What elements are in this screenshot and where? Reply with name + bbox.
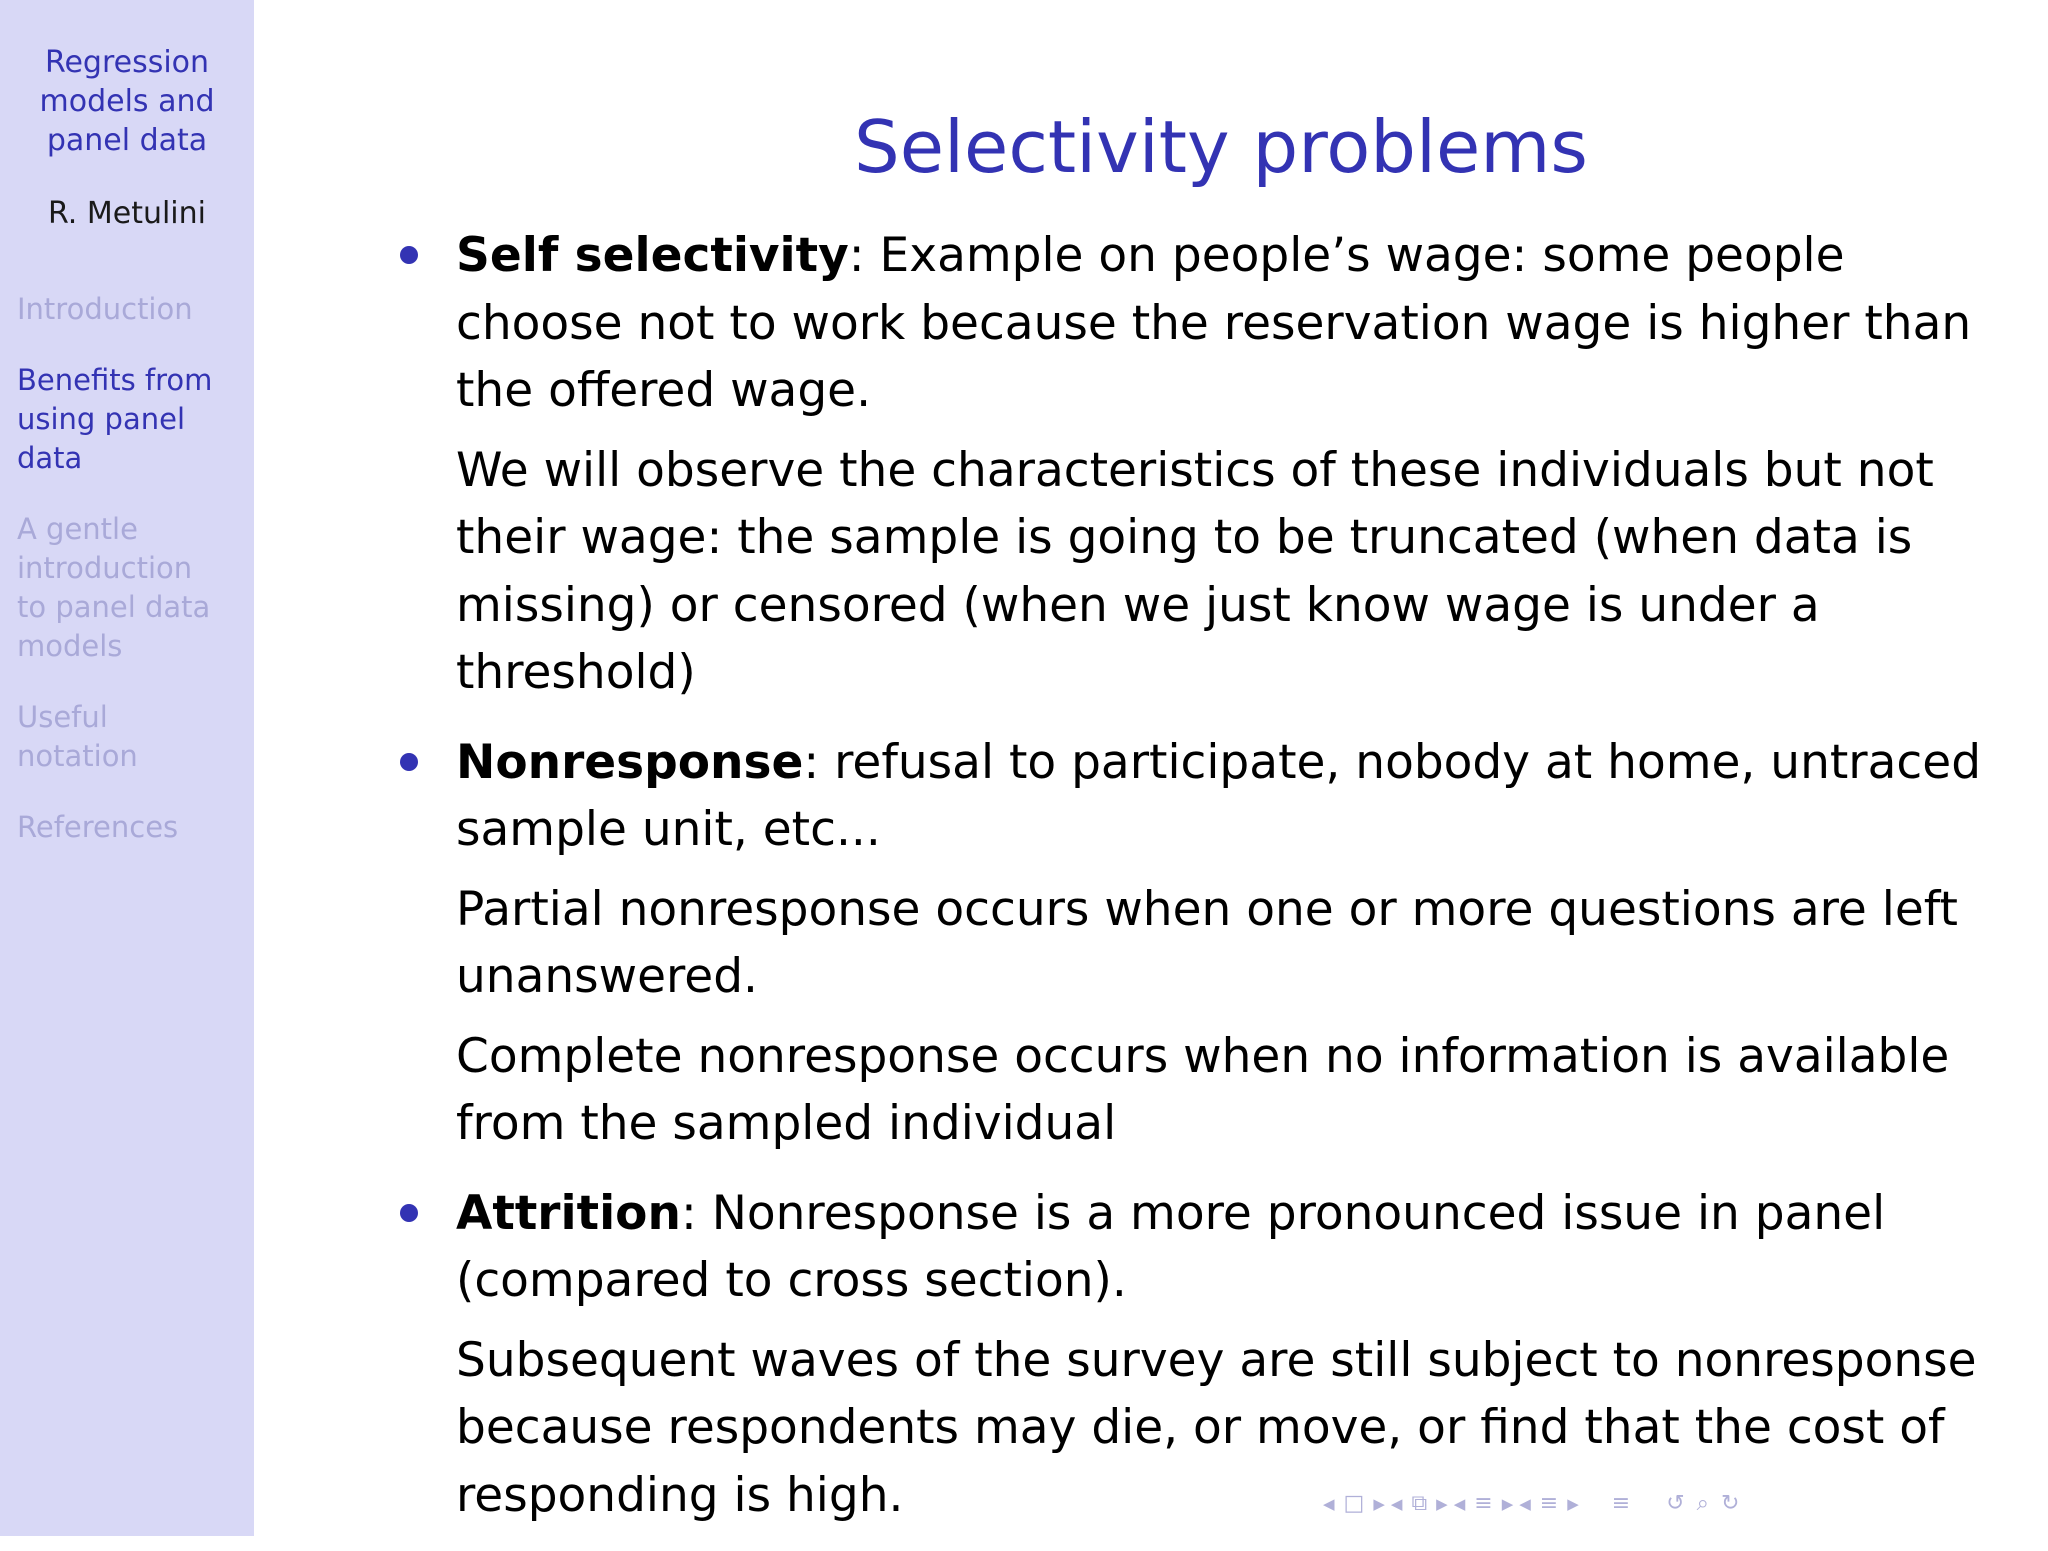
subsection-right-arrow-icon[interactable]: ▶ — [1567, 1495, 1579, 1513]
bullet-lead-text: : refusal to participate, nobody at home, untraced sample unit, etc... — [456, 734, 1982, 857]
bullet-term: Attrition — [456, 1185, 681, 1241]
bullet-icon — [400, 1204, 418, 1222]
section-icon[interactable]: ≡ — [1474, 1491, 1493, 1516]
frame-icon[interactable]: ⧉ — [1411, 1491, 1428, 1516]
subsection-icon[interactable]: ≡ — [1539, 1491, 1559, 1516]
section-right-arrow-icon[interactable]: ▶ — [1501, 1495, 1514, 1513]
bullet-paragraph: We will observe the characteristics of these individuals but not their wage: the sample is going to be truncated (when data is missing) or censored (when we just know wage is under a threshold) — [456, 442, 1934, 700]
nav-item-useful-notation[interactable]: Useful notation — [17, 700, 138, 773]
bullet-paragraph: Complete nonresponse occurs when no information is available from the sampled individual — [456, 1028, 1950, 1151]
beamer-navigation-bar — [1320, 1488, 1745, 1520]
section-nav — [17, 290, 247, 879]
back-icon[interactable]: ↺ — [1666, 1491, 1685, 1516]
bullet-paragraph: Partial nonresponse occurs when one or more questions are left unanswered. — [456, 881, 1958, 1004]
nav-item-gentle-introduction[interactable]: A gentle introduction to panel data models — [17, 512, 211, 663]
bullet-lead — [456, 222, 1998, 425]
sidebar — [0, 0, 254, 1536]
frame-left-arrow-icon[interactable]: ◀ — [1390, 1495, 1403, 1513]
presentation-title[interactable]: Regression models and panel data — [39, 45, 215, 158]
slide-left-arrow-icon[interactable]: ◀ — [1323, 1495, 1335, 1513]
subsection-left-arrow-icon[interactable]: ◀ — [1519, 1495, 1531, 1513]
nav-item-references[interactable]: References — [17, 810, 179, 844]
nav-item-introduction[interactable]: Introduction — [17, 292, 193, 326]
bullet-lead-text: : Nonresponse is a more pronounced issue in panel (compared to cross section). — [456, 1185, 1886, 1308]
slide-title: Selectivity problems — [854, 105, 1588, 189]
align-icon[interactable]: ≡ — [1611, 1491, 1631, 1516]
bullet-lead-text: : Example on people’s wage: some people choose not to work because the reservation wage is higher than the offered wage. — [456, 228, 1972, 418]
slide-content — [398, 222, 1998, 1551]
bullet-item-self-selectivity — [398, 222, 1998, 707]
bullet-icon — [400, 246, 418, 264]
bullet-lead — [456, 1180, 1998, 1315]
slide-box-icon[interactable]: □ — [1343, 1491, 1365, 1516]
slide-right-arrow-icon[interactable]: ▶ — [1373, 1495, 1385, 1513]
bullet-term: Self selectivity — [456, 228, 849, 283]
bullet-lead — [456, 729, 1998, 864]
nav-item-benefits[interactable]: Benefits from using panel data — [17, 363, 213, 475]
bullet-item-attrition — [398, 1180, 1998, 1530]
bullet-paragraph: Subsequent waves of the survey are still subject to nonresponse because respondents may die, or move, or find that the cost of responding is high. — [456, 1332, 1977, 1523]
author-name: R. Metulini — [48, 196, 206, 231]
search-icon[interactable]: ⌕ — [1696, 1491, 1709, 1516]
forward-icon[interactable]: ↻ — [1720, 1491, 1740, 1516]
bullet-item-nonresponse — [398, 729, 1998, 1158]
section-left-arrow-icon[interactable]: ◀ — [1453, 1495, 1466, 1513]
frame-right-arrow-icon[interactable]: ▶ — [1436, 1495, 1448, 1513]
bullet-icon — [400, 753, 418, 771]
bullet-term: Nonresponse — [456, 734, 804, 790]
